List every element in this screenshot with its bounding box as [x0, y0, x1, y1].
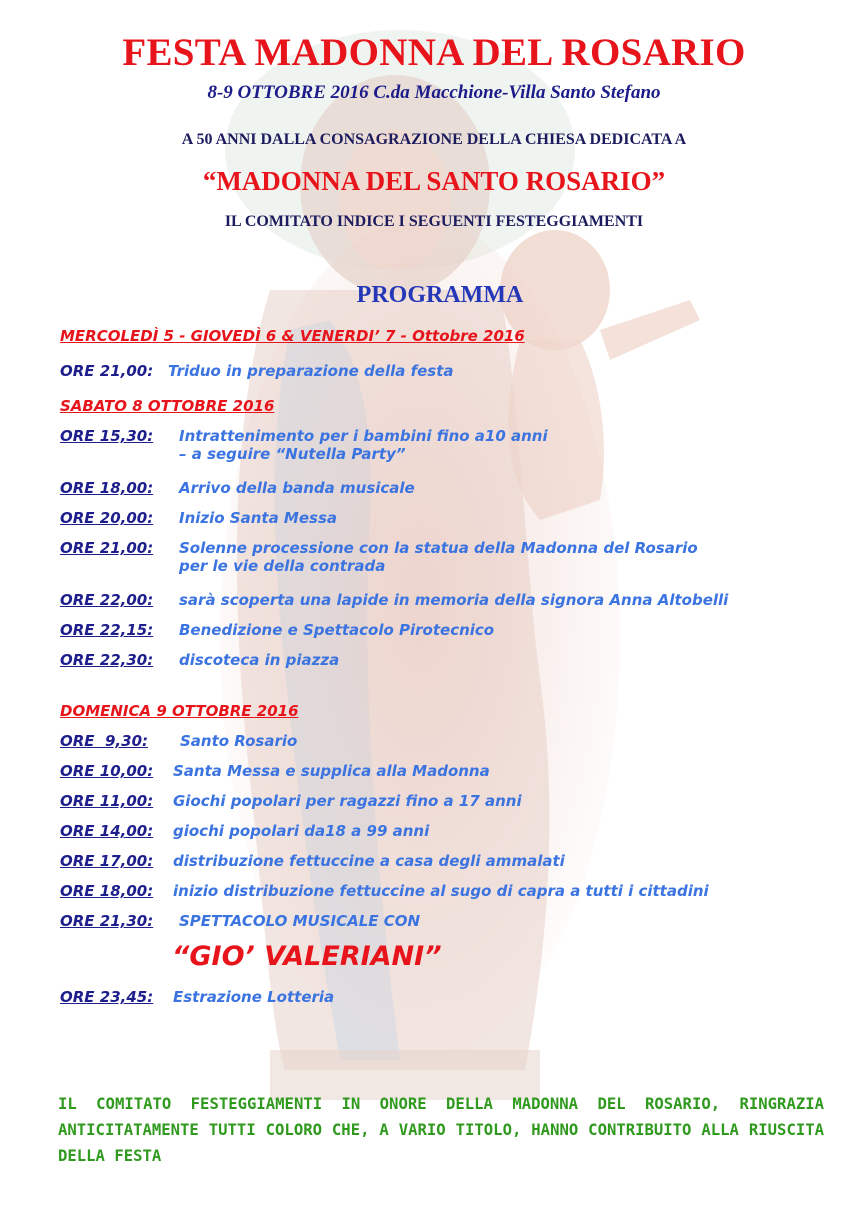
committee-line: IL COMITATO INDICE I SEGUENTI FESTEGGIAMENTI: [224, 213, 644, 230]
event-time: ORE 23,45:: [60, 988, 154, 1006]
event-time: ORE 11,00:: [60, 792, 154, 810]
date-location-subtitle: 8-9 OTTOBRE 2016 C.da Macchione-Villa Santo Stefano: [207, 82, 661, 103]
schedule-row: [60, 362, 454, 380]
event-description: sarà scoperta una lapide in memoria della signora Anna Altobelli: [179, 591, 729, 609]
event-time: ORE 14,00:: [60, 822, 154, 840]
event-time: ORE 21,00:: [60, 362, 154, 380]
schedule-row: [60, 509, 337, 527]
schedule-row: [60, 762, 490, 780]
event-description: Solenne processione con la statua della Madonna del Rosario: [179, 539, 698, 557]
schedule-row: [60, 479, 415, 497]
event-description-continued: – a seguire “Nutella Party”: [179, 445, 406, 463]
event-description: Inizio Santa Messa: [179, 509, 337, 527]
event-description: Intrattenimento per i bambini fino a10 anni: [179, 427, 548, 445]
schedule-row: [60, 912, 421, 930]
schedule-row: [60, 591, 729, 609]
anniversary-line: A 50 ANNI DALLA CONSAGRAZIONE DELLA CHIESA DEDICATA A: [181, 131, 687, 148]
event-time: ORE 20,00:: [60, 509, 154, 527]
event-description: discoteca in piazza: [179, 651, 340, 669]
featured-artist: “GIO’ VALERIANI”: [172, 941, 442, 972]
schedule-row: [60, 822, 430, 840]
event-description: Triduo in preparazione della festa: [168, 362, 454, 380]
event-time: ORE 18,00:: [60, 479, 154, 497]
schedule-row: [60, 732, 298, 750]
event-time: ORE 22,00:: [60, 591, 154, 609]
event-description: SPETTACOLO MUSICALE CON: [179, 912, 421, 930]
schedule-row: [60, 882, 709, 900]
event-description: distribuzione fettuccine a casa degli ammalati: [173, 852, 565, 870]
schedule-row: [60, 651, 340, 669]
event-time: ORE 18,00:: [60, 882, 154, 900]
event-description-block: [179, 539, 698, 575]
event-description: Santa Messa e supplica alla Madonna: [173, 762, 490, 780]
event-description: Santo Rosario: [180, 732, 298, 750]
event-time: ORE 9,30:: [60, 732, 149, 750]
event-description: Arrivo della banda musicale: [179, 479, 415, 497]
event-time: ORE 21,00:: [60, 539, 154, 557]
event-time: ORE 17,00:: [60, 852, 154, 870]
schedule-row: [60, 792, 522, 810]
event-description-block: [179, 427, 548, 463]
event-description: giochi popolari da18 a 99 anni: [173, 822, 430, 840]
schedule-row: [60, 427, 548, 463]
triduum-day-heading: MERCOLEDÌ 5 - GIOVEDÌ 6 & VENERDI’ 7 - Ottobre 2016: [60, 327, 525, 345]
event-time: ORE 22,30:: [60, 651, 154, 669]
event-time: ORE 21,30:: [60, 912, 154, 930]
schedule-row: [60, 852, 565, 870]
event-time: ORE 22,15:: [60, 621, 154, 639]
program-heading: PROGRAMMA: [356, 282, 524, 308]
event-time: ORE 15,30:: [60, 427, 154, 445]
event-description: Estrazione Lotteria: [173, 988, 335, 1006]
event-description: inizio distribuzione fettuccine al sugo di capra a tutti i cittadini: [173, 882, 709, 900]
event-description: Benedizione e Spettacolo Pirotecnico: [179, 621, 495, 639]
saturday-day-heading: SABATO 8 OTTOBRE 2016: [60, 397, 275, 415]
schedule-row: [60, 621, 495, 639]
church-name: “MADONNA DEL SANTO ROSARIO”: [202, 166, 666, 196]
schedule-row: [60, 988, 335, 1006]
sunday-day-heading: DOMENICA 9 OTTOBRE 2016: [60, 702, 299, 720]
schedule-row: [60, 539, 698, 575]
event-description: Giochi popolari per ragazzi fino a 17 anni: [173, 792, 522, 810]
event-time: ORE 10,00:: [60, 762, 154, 780]
thanks-message: IL COMITATO FESTEGGIAMENTI IN ONORE DELLA MADONNA DEL ROSARIO, RINGRAZIA ANTICITATAMENTE TUTTI COLORO CHE, A VARIO TITOLO, HANNO CONTRIBUITO ALLA RIUSCITA DELLA FESTA: [58, 1095, 824, 1165]
event-description-continued: per le vie della contrada: [179, 557, 386, 575]
poster-title: FESTA MADONNA DEL ROSARIO: [122, 31, 746, 74]
